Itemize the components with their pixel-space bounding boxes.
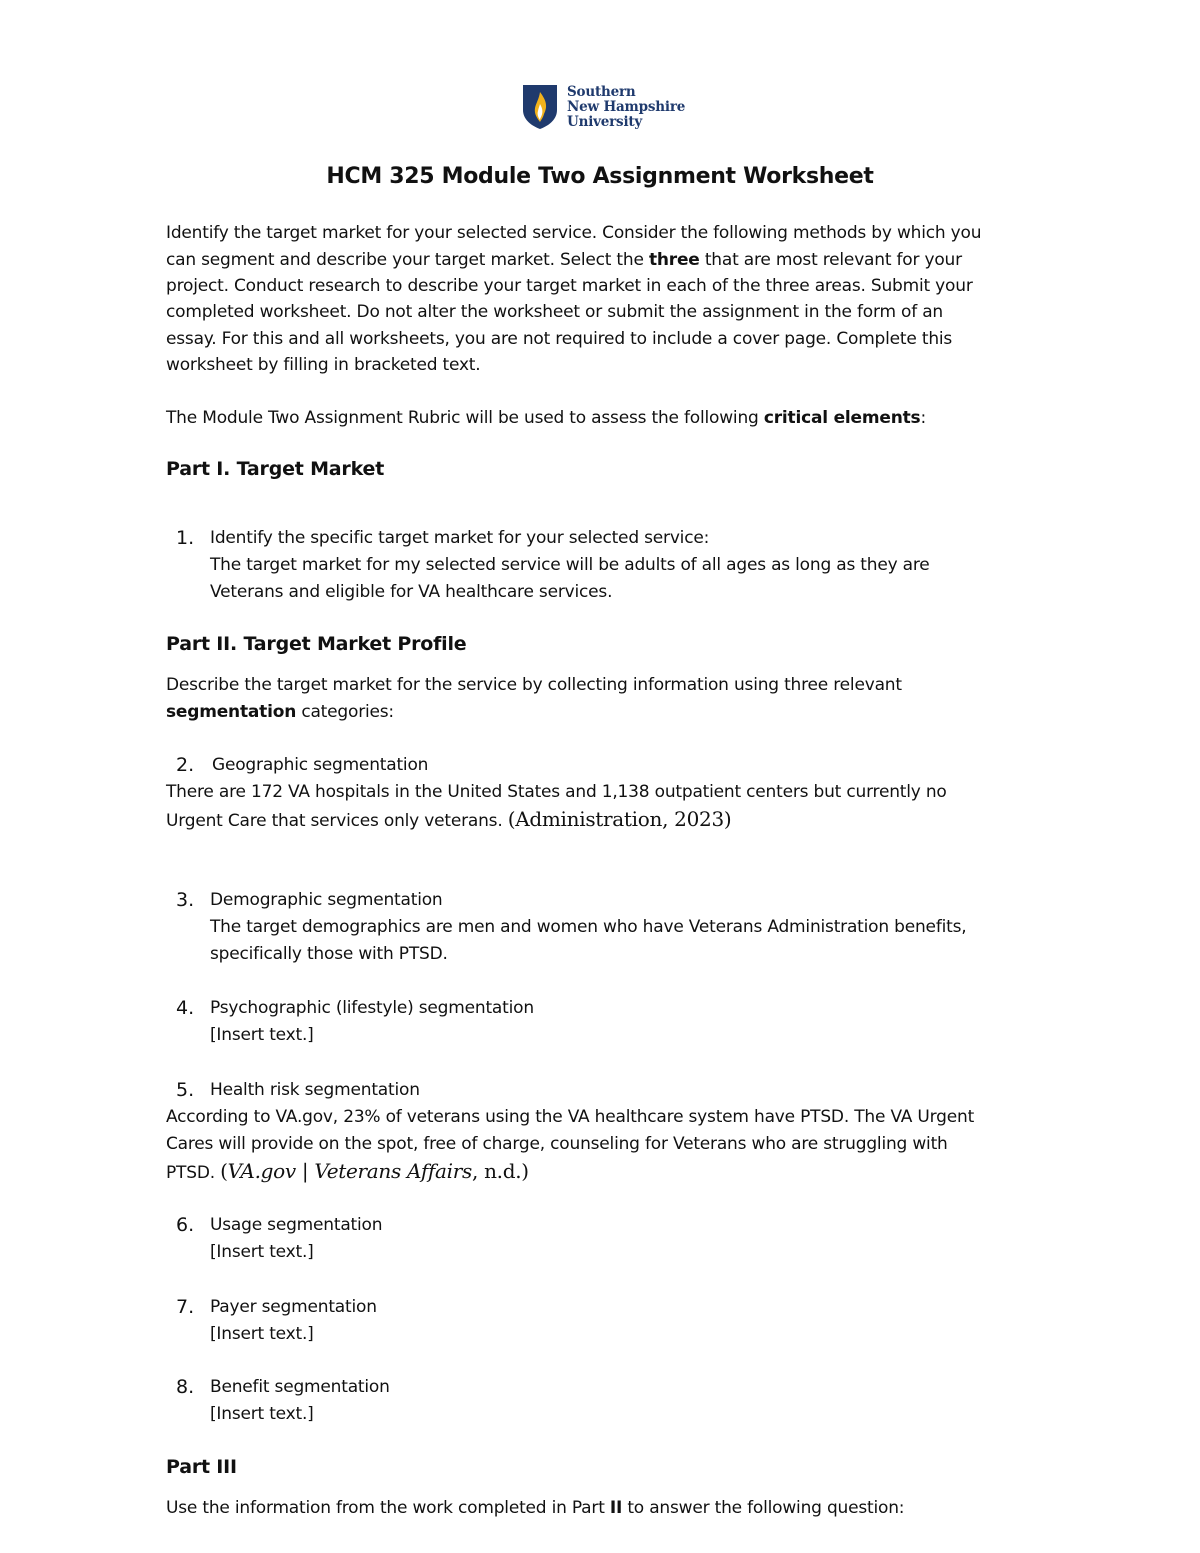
part-2-heading: Part II. Target Market Profile [166, 633, 467, 655]
segmentation-emphasis: segmentation [166, 702, 297, 722]
intro-line-1: Identify the target market for your selected service. Consider the following methods by which you [166, 223, 982, 243]
item-6-answer[interactable]: [Insert text.] [210, 1242, 314, 1262]
item-8-number: 8. [176, 1376, 195, 1398]
part-2-description-end: categories: [296, 702, 394, 722]
part-3-description-end: to answer the following question: [622, 1498, 905, 1518]
item-8-label: Benefit segmentation [210, 1377, 390, 1397]
item-5-label: Health risk segmentation [210, 1080, 420, 1100]
part-2-description-line-2 [166, 699, 394, 726]
item-5-answer-line-3 [166, 1158, 529, 1187]
item-2-citation: (Administration, 2023) [507, 807, 732, 831]
item-4-answer[interactable]: [Insert text.] [210, 1025, 314, 1045]
item-4-label: Psychographic (lifestyle) segmentation [210, 998, 534, 1018]
intro-line-4: completed worksheet. Do not alter the worksheet or submit the assignment in the form of an [166, 302, 943, 322]
item-5-number: 5. [176, 1079, 195, 1101]
item-2-answer-line-1: There are 172 VA hospitals in the United States and 1,138 outpatient centers but currently no [166, 782, 947, 802]
rubric-colon: : [920, 408, 926, 428]
item-5-answer-line-2: Cares will provide on the spot, free of charge, counseling for Veterans who are struggling with [166, 1134, 948, 1154]
item-6-label: Usage segmentation [210, 1215, 383, 1235]
item-2-answer-text: Urgent Care that services only veterans. [166, 811, 508, 831]
rubric-text: The Module Two Assignment Rubric will be used to assess the following [166, 408, 764, 428]
intro-emphasis-three: three [648, 250, 700, 270]
logo-line-3: University [567, 114, 643, 130]
intro-line-2 [166, 247, 962, 274]
item-5-citation-close: , n.d.) [471, 1159, 529, 1183]
item-5-citation-open: ( [220, 1159, 228, 1183]
item-5-citation-source: VA.gov | Veterans Affairs [227, 1159, 472, 1183]
part-3-description [166, 1495, 904, 1522]
rubric-critical-elements: critical elements [763, 408, 921, 428]
item-3-number: 3. [176, 889, 195, 911]
item-5-citation [220, 1159, 529, 1183]
logo-line-1: Southern [567, 84, 636, 100]
item-8-answer[interactable]: [Insert text.] [210, 1404, 314, 1424]
item-3-answer-line-1: The target demographics are men and women who have Veterans Administration benefits, [210, 917, 967, 937]
item-5-answer-line-1: According to VA.gov, 23% of veterans using the VA healthcare system have PTSD. The VA Urgent [166, 1107, 975, 1127]
item-7-number: 7. [176, 1296, 195, 1318]
intro-line-3: project. Conduct research to describe your target market in each of the three areas. Submit your [166, 276, 973, 296]
item-2-answer-line-2 [166, 806, 731, 835]
item-7-label: Payer segmentation [210, 1297, 377, 1317]
part-3-description-text: Use the information from the work completed in Part [166, 1498, 610, 1518]
item-3-label: Demographic segmentation [210, 890, 443, 910]
intro-line-6: worksheet by filling in bracketed text. [166, 355, 481, 375]
shield-flame-icon [522, 84, 558, 130]
part-3-heading: Part III [166, 1456, 237, 1478]
intro-line-5: essay. For this and all worksheets, you are not required to include a cover page. Complete this [166, 329, 953, 349]
item-2-number: 2. [176, 754, 195, 776]
item-1-answer-line-2: Veterans and eligible for VA healthcare services. [210, 582, 613, 602]
rubric-sentence [166, 405, 926, 432]
university-logo [522, 84, 692, 132]
intro-line-2-text: can segment and describe your target market. Select the [166, 250, 649, 270]
item-2-label: Geographic segmentation [212, 755, 429, 775]
item-1-answer-line-1: The target market for my selected service will be adults of all ages as long as they are [210, 555, 930, 575]
part-2-description-line-1: Describe the target market for the service by collecting information using three relevant [166, 675, 902, 695]
item-1-number: 1. [176, 527, 195, 549]
item-3-answer-line-2: specifically those with PTSD. [210, 944, 448, 964]
item-4-number: 4. [176, 997, 195, 1019]
item-6-number: 6. [176, 1214, 195, 1236]
part-1-heading: Part I. Target Market [166, 458, 385, 480]
item-5-answer-text: PTSD. [166, 1163, 221, 1183]
page-title: HCM 325 Module Two Assignment Worksheet [326, 164, 874, 189]
item-7-answer[interactable]: [Insert text.] [210, 1324, 314, 1344]
part-3-emphasis: II [609, 1498, 623, 1518]
logo-line-2: New Hampshire [567, 99, 686, 115]
item-1-label: Identify the specific target market for your selected service: [210, 528, 710, 548]
intro-line-2-text-end: that are most relevant for your [699, 250, 962, 270]
